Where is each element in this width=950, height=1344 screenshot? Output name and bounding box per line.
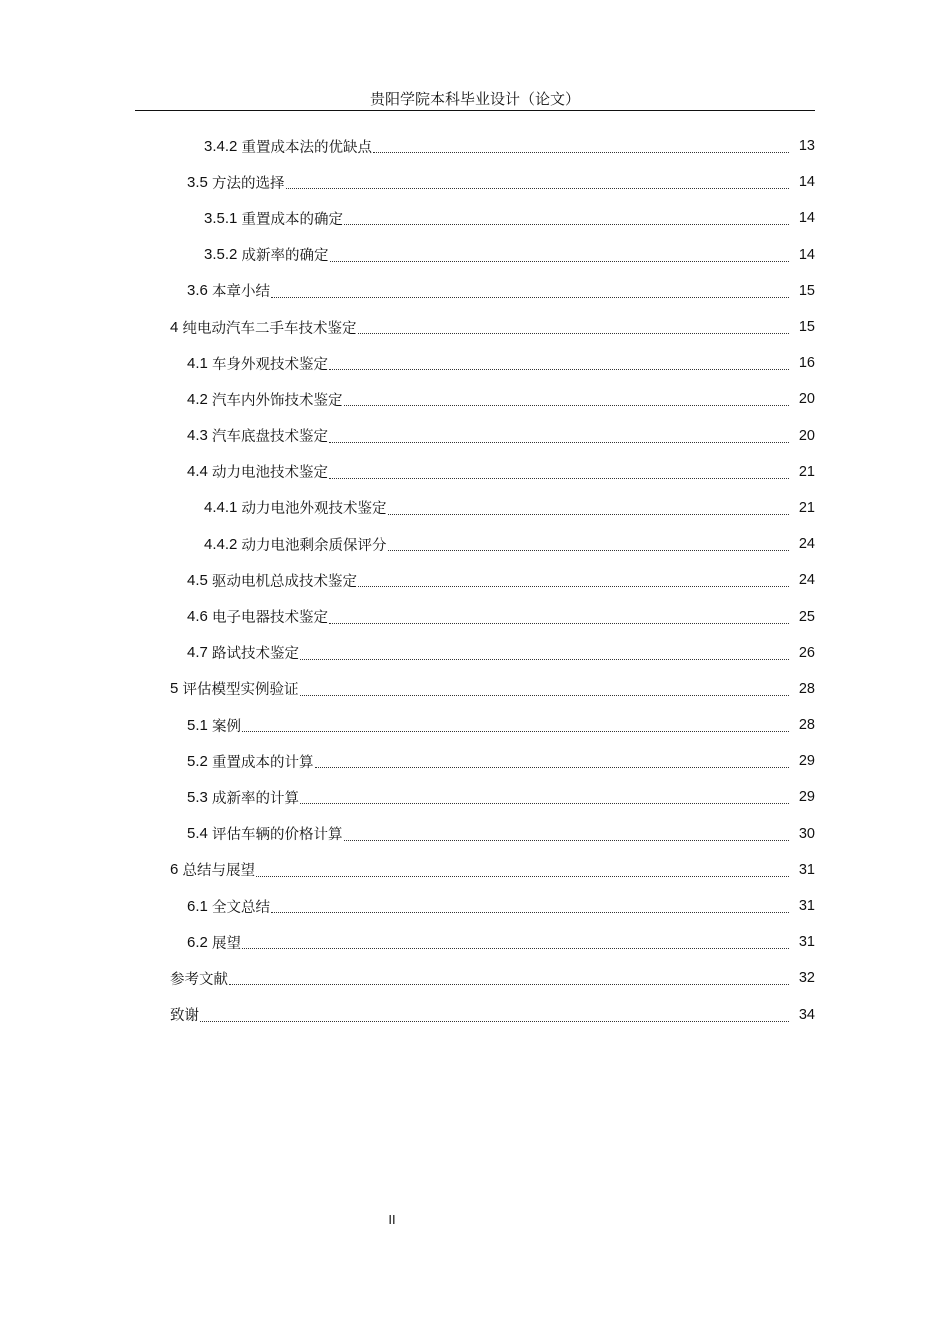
toc-entry[interactable]: [0, 671, 950, 707]
toc-entry[interactable]: [0, 888, 950, 924]
toc-entry-number: 6.1: [187, 897, 213, 915]
toc-dot-leader: [329, 622, 789, 624]
toc-entry-page: 29: [798, 753, 815, 770]
toc-dot-leader: [329, 477, 789, 479]
toc-entry-page: 29: [798, 789, 815, 806]
table-of-contents: [0, 128, 950, 1033]
toc-entry-title: 路试技术鉴定: [212, 646, 300, 663]
toc-entry-number: 4.3: [187, 427, 213, 445]
toc-entry[interactable]: [0, 526, 950, 562]
toc-dot-leader: [300, 694, 789, 696]
toc-entry[interactable]: [0, 128, 950, 164]
toc-entry-title: 展望: [212, 935, 242, 952]
toc-entry-title: 动力电池剩余质保评分: [241, 537, 387, 554]
toc-entry[interactable]: [0, 237, 950, 273]
toc-entry-number: 5.1: [187, 716, 213, 734]
toc-dot-leader: [200, 1020, 789, 1022]
toc-entry[interactable]: [0, 743, 950, 779]
toc-dot-leader: [358, 332, 789, 334]
toc-entry-number: 4.4.1: [204, 499, 242, 517]
toc-dot-leader: [256, 875, 789, 877]
toc-dot-leader: [242, 730, 789, 732]
toc-entry-page: 15: [798, 319, 815, 336]
toc-dot-leader: [329, 368, 789, 370]
toc-entry[interactable]: [0, 381, 950, 417]
toc-entry-number: 4.5: [187, 571, 213, 589]
toc-entry-title: 全文总结: [212, 899, 271, 916]
toc-entry-page: 28: [798, 717, 815, 734]
toc-entry[interactable]: [0, 562, 950, 598]
toc-entry-number: 6.2: [187, 933, 213, 951]
toc-entry-title: 成新率的计算: [212, 790, 300, 807]
toc-entry-page: 16: [798, 355, 815, 372]
toc-entry-page: 20: [798, 391, 815, 408]
toc-entry[interactable]: [0, 924, 950, 960]
toc-entry-page: 25: [798, 608, 815, 625]
toc-entry-number: 3.6: [187, 282, 213, 300]
toc-entry-page: 31: [798, 934, 815, 951]
toc-dot-leader: [271, 911, 789, 913]
toc-entry-title: 方法的选择: [212, 175, 285, 192]
toc-entry[interactable]: [0, 852, 950, 888]
toc-entry-title: 纯电动汽车二手车技术鉴定: [182, 320, 357, 337]
toc-entry-number: 5.4: [187, 825, 213, 843]
page-header-title: 贵阳学院本科毕业设计（论文）: [369, 90, 580, 108]
toc-entry-title: 汽车内外饰技术鉴定: [212, 392, 343, 409]
toc-entry-title: 汽车底盘技术鉴定: [212, 429, 329, 446]
toc-entry-page: 13: [798, 138, 815, 155]
toc-entry[interactable]: [0, 635, 950, 671]
toc-entry-number: 3.5.1: [204, 209, 242, 227]
toc-entry[interactable]: [0, 345, 950, 381]
toc-dot-leader: [344, 839, 789, 841]
toc-entry-number: 4: [170, 318, 183, 336]
toc-entry-page: 28: [798, 680, 815, 697]
toc-dot-leader: [300, 658, 789, 660]
toc-entry-page: 14: [798, 246, 815, 263]
toc-dot-leader: [242, 947, 789, 949]
toc-dot-leader: [388, 549, 789, 551]
toc-entry-title: 重置成本法的优缺点: [241, 139, 373, 156]
toc-entry[interactable]: [0, 960, 950, 996]
toc-dot-leader: [330, 260, 789, 262]
toc-entry-title: 评估模型实例验证: [182, 682, 299, 699]
toc-entry-title: 驱动电机总成技术鉴定: [212, 573, 358, 590]
toc-dot-leader: [315, 766, 789, 768]
toc-entry[interactable]: [0, 454, 950, 490]
toc-entry-page: 24: [798, 572, 815, 589]
toc-entry-page: 15: [798, 282, 815, 299]
toc-entry-page: 20: [798, 427, 815, 444]
toc-entry-page: 14: [798, 174, 815, 191]
toc-entry-page: 14: [798, 210, 815, 227]
toc-entry[interactable]: [0, 779, 950, 815]
toc-entry[interactable]: [0, 816, 950, 852]
toc-entry-page: 31: [798, 861, 815, 878]
toc-entry-page: 26: [798, 644, 815, 661]
toc-entry-number: 3.4.2: [204, 137, 242, 155]
toc-entry[interactable]: [0, 997, 950, 1033]
toc-entry-title: 案例: [212, 718, 242, 735]
toc-entry[interactable]: [0, 707, 950, 743]
toc-dot-leader: [271, 296, 789, 298]
page-number: II: [388, 1212, 396, 1227]
toc-entry-number: 4.2: [187, 390, 213, 408]
toc-entry-page: 24: [798, 536, 815, 553]
toc-entry[interactable]: [0, 273, 950, 309]
toc-entry-title: 重置成本的计算: [212, 754, 314, 771]
toc-dot-leader: [329, 441, 789, 443]
toc-dot-leader: [358, 585, 789, 587]
toc-dot-leader: [300, 802, 789, 804]
toc-entry-title: 车身外观技术鉴定: [212, 356, 329, 373]
toc-entry-number: 5.3: [187, 788, 213, 806]
toc-entry-number: 3.5: [187, 173, 213, 191]
toc-entry-page: 31: [798, 898, 815, 915]
toc-entry-number: 4.6: [187, 608, 213, 626]
toc-entry-page: 21: [798, 499, 815, 516]
toc-dot-leader: [388, 513, 789, 515]
toc-dot-leader: [373, 151, 789, 153]
toc-entry[interactable]: [0, 200, 950, 236]
toc-entry-number: 4.4.2: [204, 535, 242, 553]
toc-entry-number: 5.2: [187, 752, 213, 770]
toc-entry-title: 电子电器技术鉴定: [212, 610, 329, 627]
toc-dot-leader: [229, 983, 789, 985]
toc-entry-title: 成新率的确定: [241, 248, 329, 265]
toc-entry-title: 评估车辆的价格计算: [212, 827, 343, 844]
toc-entry[interactable]: [0, 418, 950, 454]
toc-entry-number: 6: [170, 861, 183, 879]
toc-dot-leader: [344, 223, 789, 225]
toc-entry-title: 致谢: [170, 1008, 199, 1025]
toc-entry-title: 本章小结: [212, 284, 271, 301]
header-divider: [135, 110, 815, 111]
toc-entry-title: 动力电池技术鉴定: [212, 465, 329, 482]
toc-entry-title: 重置成本的确定: [241, 211, 344, 228]
toc-entry-number: 5: [170, 680, 183, 698]
toc-dot-leader: [286, 187, 789, 189]
toc-entry-title: 总结与展望: [182, 863, 256, 880]
toc-entry[interactable]: [0, 309, 950, 345]
toc-entry-page: 30: [798, 825, 815, 842]
toc-entry-title: 参考文献: [170, 971, 228, 988]
toc-entry-number: 4.7: [187, 644, 213, 662]
toc-dot-leader: [344, 404, 789, 406]
toc-entry-page: 32: [798, 970, 815, 987]
toc-entry[interactable]: [0, 164, 950, 200]
toc-entry[interactable]: [0, 598, 950, 634]
toc-entry-page: 21: [798, 463, 815, 480]
toc-entry[interactable]: [0, 490, 950, 526]
toc-entry-number: 3.5.2: [204, 246, 242, 264]
toc-entry-page: 34: [798, 1006, 815, 1023]
toc-entry-number: 4.1: [187, 354, 213, 372]
toc-entry-number: 4.4: [187, 463, 213, 481]
toc-entry-title: 动力电池外观技术鉴定: [241, 501, 387, 518]
